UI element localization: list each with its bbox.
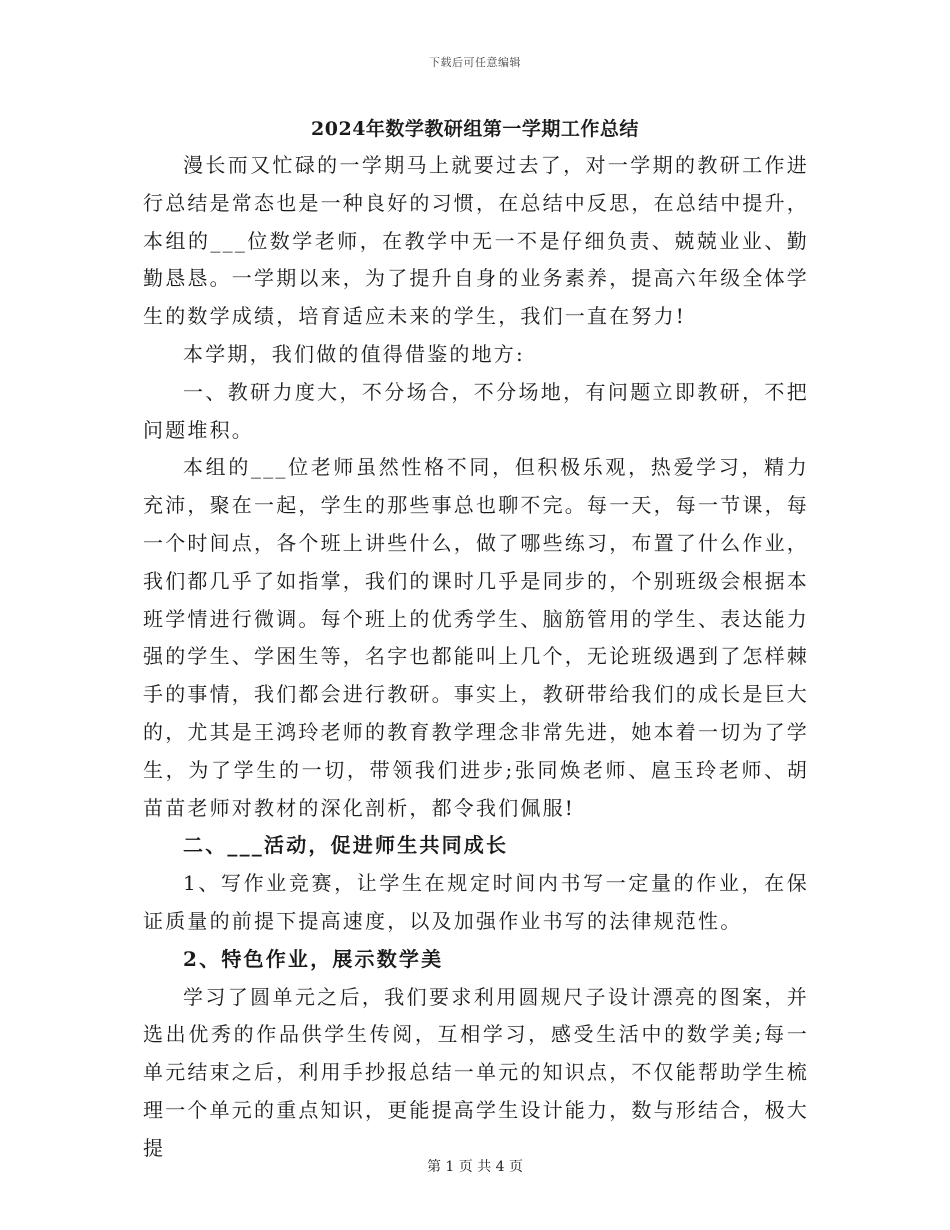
paragraph-homework-contest: 1、写作业竞赛，让学生在规定时间内书写一定量的作业，在保证质量的前提下提高速度，以及加强作业书写的法律规范性。 — [143, 871, 809, 933]
document-body — [143, 147, 809, 1168]
document-title: 2024年数学教研组第一学期工作总结 — [311, 118, 639, 140]
paragraph-team-research: 本组的___位老师虽然性格不同，但积极乐观，热爱学习，精力充沛，聚在一起，学生的那些事总也聊不完。每一天，每一节课，每一个时间点，各个班上讲些什么，做了哪些练习，布置了什么作业，我们都几乎了如指掌，我们的课时几乎是同步的，个别班级会根据本班学情进行微调。每个班上的优秀学生、脑筋管用的学生、表达能力强的学生、学困生等，名字也都能叫上几个，无论班级遇到了怎样棘手的事情，我们都会进行教研。事实上，教研带给我们的成长是巨大的，尤其是王鸿玲老师的教育教学理念非常先进，她本着一切为了学生，为了学生的一切，带领我们进步;张同焕老师、扈玉玲老师、胡苗苗老师对教材的深化剖析，都令我们佩服! — [143, 455, 809, 820]
section-heading-2: 二、___活动，促进师生共同成长 — [183, 833, 509, 858]
page-header-note: 下载后可任意编辑 — [429, 56, 521, 69]
paragraph-highlights-lead: 本学期，我们做的值得借鉴的地方: — [183, 341, 525, 366]
sub-heading-feature-homework: 2、特色作业，展示数学美 — [183, 946, 444, 971]
paragraph-intro: 漫长而又忙碌的一学期马上就要过去了，对一学期的教研工作进行总结是常态也是一种良好的习惯，在总结中反思，在总结中提升，本组的___位数学老师，在教学中无一不是仔细负责、兢兢业业、勤勤恳恳。一学期以来，为了提升自身的业务素养，提高六年级全体学生的数学成绩，培育适应未来的学生，我们一直在努力! — [143, 153, 809, 329]
page-number-footer: 第 1 页 共 4 页 — [426, 1159, 524, 1175]
paragraph-circle-unit: 学习了圆单元之后，我们要求利用圆规尺子设计漂亮的图案，并选出优秀的作品供学生传阅，互相学习，感受生活中的数学美;每一单元结束之后，利用手抄报总结一单元的知识点，不仅能帮助学生梳理一个单元的重点知识，更能提高学生设计能力，数与形结合，极大提 — [143, 984, 809, 1160]
section-heading-1: 一、教研力度大，不分场合，不分场地，有问题立即教研，不把问题堆积。 — [143, 379, 809, 442]
